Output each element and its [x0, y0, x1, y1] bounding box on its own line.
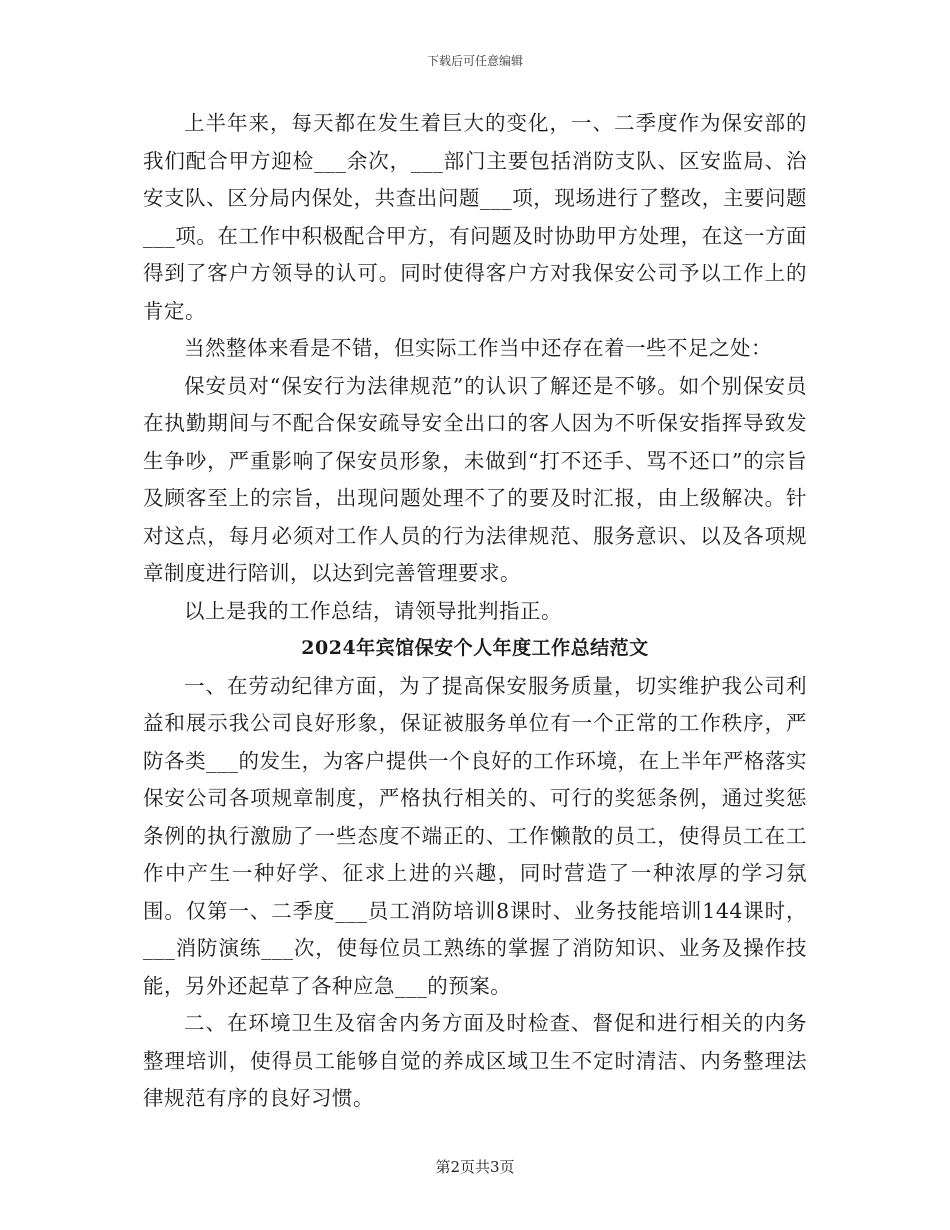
paragraph-closing: 以上是我的工作总结，请领导批判指正。	[184, 598, 562, 623]
section-title: 2024年宾馆保安个人年度工作总结范文	[301, 637, 649, 659]
page-footer: 第2页共3页	[435, 1158, 515, 1176]
paragraph-environment-hygiene: 二、在环境卫生及宿舍内务方面及时检查、督促和进行相关的内务整理培训，使得员工能够自觉的养成区域卫生不定时清洁、内务整理法律规范有序的良好习惯。	[143, 1011, 807, 1110]
document-body	[143, 105, 807, 1118]
paragraph-first-half-review: 上半年来，每天都在发生着巨大的变化，一、二季度作为保安部的我们配合甲方迎检___余次，___部门主要包括消防支队、区安监局、治安支队、区分局内保处，共查出问题___项，现场进行了整改，主要问题___项。在工作中积极配合甲方，有问题及时协助甲方处理，在这一方面得到了客户方领导的认可。同时使得客户方对我保安公司予以工作上的肯定。	[143, 111, 807, 323]
paragraph-shortcomings-intro: 当然整体来看是不错，但实际工作当中还存在着一些不足之处：	[184, 336, 772, 360]
paragraph-legal-awareness: 保安员对“保安行为法律规范”的认识了解还是不够。如个别保安员在执勤期间与不配合保安疏导安全出口的客人因为不听保安指挥导致发生争吵，严重影响了保安员形象，未做到“打不还手、骂不还口”的宗旨及顾客至上的宗旨，出现问题处理不了的要及时汇报，由上级解决。针对这点，每月必须对工作人员的行为法律规范、服务意识、以及各项规章制度进行陪训，以达到完善管理要求。	[143, 373, 807, 585]
paragraph-labor-discipline: 一、在劳动纪律方面，为了提高保安服务质量，切实维护我公司利益和展示我公司良好形象，保证被服务单位有一个正常的工作秩序，严防各类___的发生，为客户提供一个良好的工作环境，在上半年严格落实保安公司各项规章制度，严格执行相关的、可行的奖惩条例，通过奖惩条例的执行激励了一些态度不端正的、工作懒散的员工，使得员工在工作中产生一种好学、征求上进的兴趣，同时营造了一种浓厚的学习氛围。仅第一、二季度___员工消防培训8课时、业务技能培训144课时，___消防演练___次，使每位员工熟练的掌握了消防知识、业务及操作技能，另外还起草了各种应急___的预案。	[143, 673, 807, 998]
page-header: 下载后可任意编辑	[426, 54, 523, 68]
